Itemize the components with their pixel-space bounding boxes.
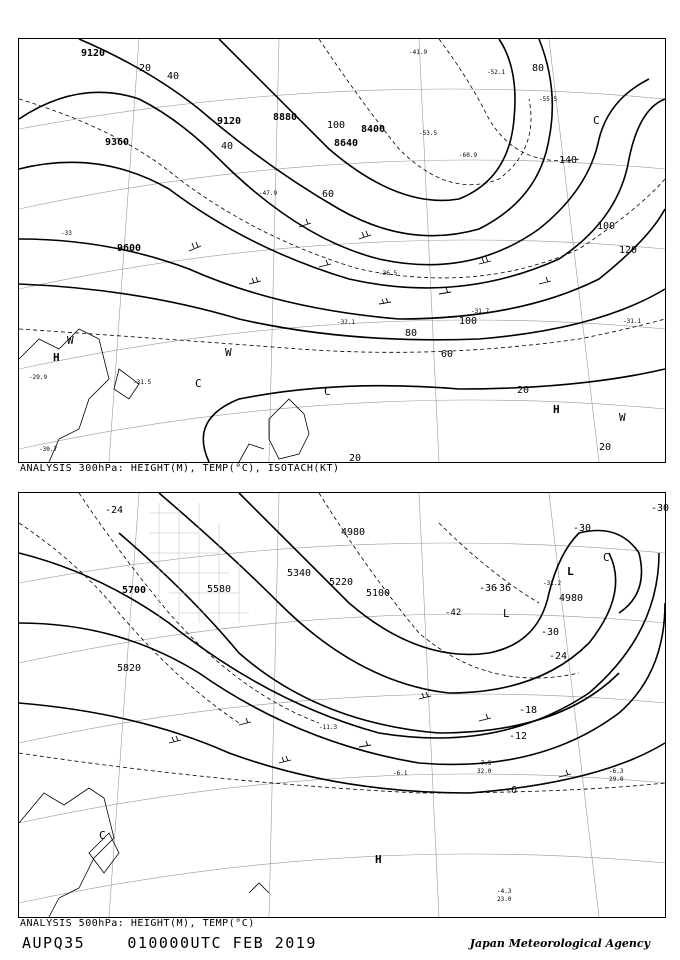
isotach-label: 60 (322, 189, 335, 200)
station-value: -53.5 (419, 130, 438, 137)
height-label: 5100 (366, 588, 391, 599)
product-code-line (22, 934, 317, 952)
isotherm-label: -6 (505, 785, 518, 796)
isotach-label: 140 (559, 155, 578, 166)
high-center-label: H (553, 403, 560, 416)
lower-chart-caption: ANALYSIS 500hPa: HEIGHT(M), TEMP(°C) (20, 918, 255, 929)
graticule (19, 39, 665, 462)
low-center-label: L (503, 607, 510, 620)
isotach-label: 40 (167, 71, 180, 82)
cold-center-label: C (195, 377, 202, 390)
station-value: -7.5 (477, 760, 492, 767)
warm-center-label: W (67, 334, 74, 347)
isotherm-label: -12 (509, 731, 528, 742)
cold-center-label: C (99, 829, 106, 842)
station-value: -55.5 (539, 96, 558, 103)
warm-center-label: W (619, 411, 626, 424)
station-value: -33 (61, 230, 72, 237)
isotherm-label: -24 (105, 505, 124, 516)
isotherm-contours (19, 493, 665, 793)
height-label: 9120 (217, 116, 242, 127)
station-value: -30.7 (39, 446, 58, 453)
cold-center-label: C (593, 114, 600, 127)
isotach-label: 80 (532, 63, 545, 74)
hatched-region (149, 503, 249, 623)
isotach-label: 100 (597, 221, 616, 232)
isotach-label: 60 (441, 349, 454, 360)
cold-center-label: C (324, 385, 331, 398)
station-value: -31.7 (471, 308, 490, 315)
height-contours (19, 39, 665, 462)
station-value: -32.1 (337, 319, 356, 326)
isotherm-label: -30 (573, 523, 592, 534)
isotach-label: 20 (349, 453, 362, 464)
upper-chart-300hpa (18, 38, 666, 463)
station-value: -11.3 (319, 724, 338, 731)
isotherm-label: -30 (541, 627, 560, 638)
height-label: 9360 (105, 137, 130, 148)
isotach-label: 80 (405, 328, 418, 339)
station-value: -31.1 (623, 318, 642, 325)
isotach-label: 40 (221, 141, 234, 152)
height-label: 5340 (287, 568, 312, 579)
station-value: -52.1 (487, 69, 506, 76)
height-label: 9120 (81, 48, 106, 59)
station-value: 23.0 (497, 896, 512, 903)
station-value: -31.5 (133, 379, 152, 386)
isotach-contours (19, 39, 665, 352)
isotherm-label: -24 (549, 651, 568, 662)
product-code: AUPQ35 (22, 934, 86, 952)
coastline (19, 788, 269, 917)
isotherm-label: -30 (651, 503, 670, 514)
station-value: -29.9 (29, 374, 48, 381)
station-value: -6.3 (609, 768, 624, 775)
isotach-label: 20 (599, 442, 612, 453)
warm-center-label: W (225, 346, 232, 359)
isotherm-label: -18 (519, 705, 538, 716)
lower-chart-graphic (19, 493, 670, 917)
height-contours (19, 493, 665, 793)
station-value: -31.2 (543, 580, 562, 587)
height-label: 4980 (341, 527, 366, 538)
station-value: 29.0 (609, 776, 624, 783)
height-label: 8640 (334, 138, 359, 149)
isotach-label: 20 (517, 385, 530, 396)
height-label: 5700 (122, 585, 147, 596)
height-label: 8400 (361, 124, 386, 135)
agency-name: Japan Meteorological Agency (469, 937, 650, 950)
height-label: 9600 (117, 243, 142, 254)
station-value: -36.5 (379, 270, 398, 277)
station-value: -60.9 (459, 152, 478, 159)
cold-center-label: C (603, 551, 610, 564)
wind-barbs (189, 219, 551, 304)
isotach-label: 100 (327, 120, 346, 131)
isotach-label: 20 (139, 63, 152, 74)
isotach-label: 120 (619, 245, 638, 256)
height-label: 5820 (117, 663, 142, 674)
lower-chart-500hpa (18, 492, 670, 918)
high-center-label: H (375, 853, 382, 866)
isotherm-label: -36 (479, 583, 498, 594)
station-value: -4.3 (497, 888, 512, 895)
station-value: -47.9 (259, 190, 278, 197)
station-value: 32.0 (477, 768, 492, 775)
upper-chart-graphic (19, 39, 665, 462)
upper-chart-caption: ANALYSIS 300hPa: HEIGHT(M), TEMP(°C), ISOTACH(KT) (20, 463, 340, 474)
station-value: -41.9 (409, 49, 428, 56)
low-center-label: L (567, 565, 574, 578)
valid-time: 010000UTC FEB 2019 (127, 934, 317, 952)
station-value: -6.1 (393, 770, 408, 777)
height-label: 5580 (207, 584, 232, 595)
high-center-label: H (53, 351, 60, 364)
coastline (19, 329, 309, 462)
isotach-label: 100 (459, 316, 478, 327)
isotherm-label: -42 (445, 608, 462, 618)
height-label: 4980 (559, 593, 584, 604)
height-label: 8880 (273, 112, 298, 123)
height-label: 5220 (329, 577, 354, 588)
isotherm-label: -36 (493, 583, 512, 594)
